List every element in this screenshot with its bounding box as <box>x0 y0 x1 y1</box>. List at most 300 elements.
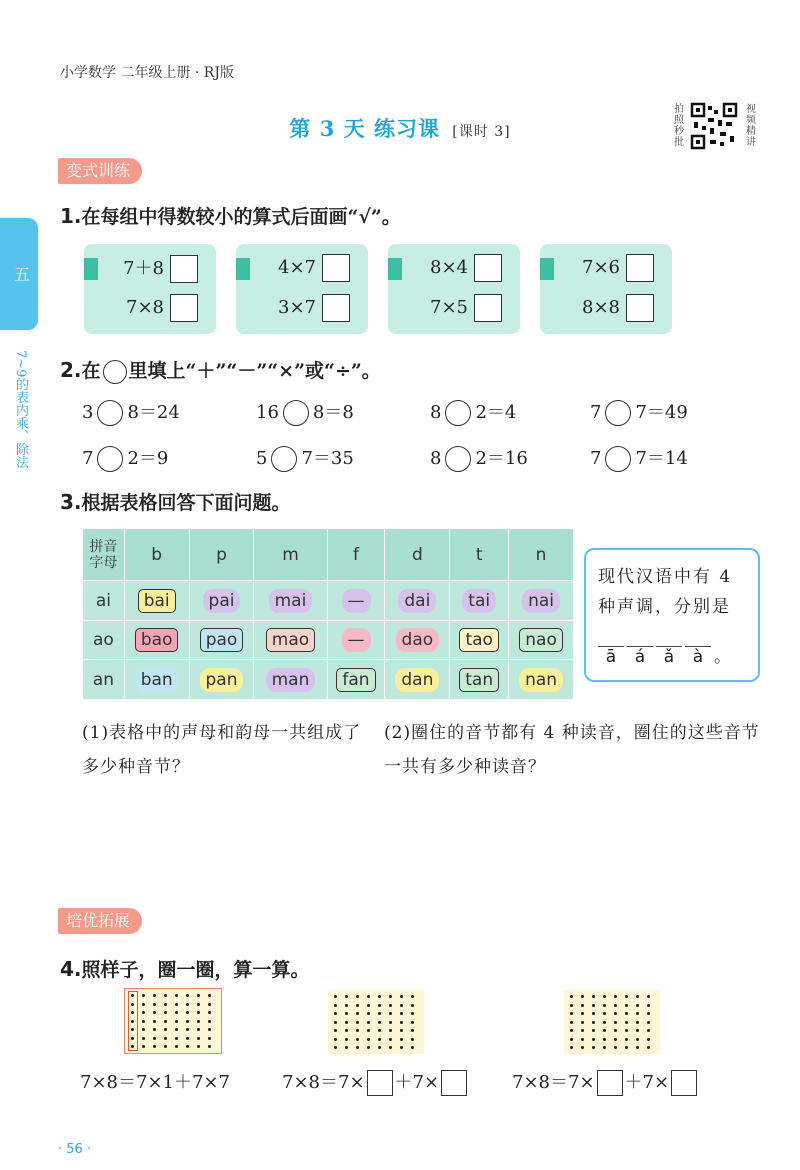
chapter-label: 7~9的表内乘、除法 <box>13 350 28 469</box>
compare-card <box>388 244 520 334</box>
dot <box>581 995 584 998</box>
dot <box>614 1021 617 1024</box>
dot <box>186 1020 189 1023</box>
operator-circle[interactable] <box>97 400 123 426</box>
dot <box>647 1038 650 1041</box>
dot <box>334 995 337 998</box>
dot <box>367 1029 370 1032</box>
operator-circle[interactable] <box>445 400 471 426</box>
dot <box>208 1028 211 1031</box>
operand: 16 <box>256 402 279 423</box>
book-title: 小学数学 二年级上册 · RJ版 <box>60 65 234 81</box>
dot <box>603 1029 606 1032</box>
dot <box>603 1038 606 1041</box>
syllable-cell <box>385 620 450 660</box>
dot <box>570 1004 573 1007</box>
dot <box>153 1028 156 1031</box>
initial-header: d <box>385 529 450 581</box>
dot <box>131 1020 134 1023</box>
syllable-cell <box>385 581 450 621</box>
dot <box>356 995 359 998</box>
dot <box>367 1046 370 1049</box>
dot <box>153 1011 156 1014</box>
dot <box>208 994 211 997</box>
section-tag-practice: 变式训练 <box>58 158 142 184</box>
dot <box>400 1029 403 1032</box>
dot <box>614 1038 617 1041</box>
operator-circle[interactable] <box>445 446 471 472</box>
operator-circle[interactable] <box>605 446 631 472</box>
operator-item <box>82 398 180 426</box>
result: 2＝9 <box>127 448 169 469</box>
dot <box>411 1038 414 1041</box>
dot <box>636 1029 639 1032</box>
dot <box>400 1046 403 1049</box>
dot <box>647 1004 650 1007</box>
qr-right-label: 视频精讲 <box>746 104 756 148</box>
dot <box>400 995 403 998</box>
dot <box>581 1004 584 1007</box>
dot <box>400 1038 403 1041</box>
dot <box>345 1029 348 1032</box>
dot <box>356 1021 359 1024</box>
answer-box[interactable] <box>322 294 350 322</box>
tone-note-box <box>584 548 760 682</box>
operand: 5 <box>256 448 268 469</box>
question-text: 照样子，圈一圈，算一算。 <box>81 959 310 981</box>
table-row <box>83 660 574 700</box>
syllable-cell <box>189 620 254 660</box>
dot <box>131 1011 134 1014</box>
dot <box>356 1046 359 1049</box>
dot <box>411 1012 414 1015</box>
syllable: dai <box>398 589 436 613</box>
dot <box>131 1003 134 1006</box>
dot <box>570 1029 573 1032</box>
dot <box>625 1004 628 1007</box>
dot <box>614 995 617 998</box>
example-equation: 7×8＝7×1＋7×7 <box>80 1072 230 1093</box>
syllable-cell <box>327 660 385 700</box>
dot <box>186 1003 189 1006</box>
dot <box>164 994 167 997</box>
operand: 8 <box>430 402 442 423</box>
syllable-cell <box>124 620 189 660</box>
dot <box>411 1004 414 1007</box>
tone-mark: ǎ <box>656 646 682 667</box>
initial-header: p <box>189 529 254 581</box>
syllable-cell <box>509 660 574 700</box>
dot <box>153 1045 156 1048</box>
result: 8＝24 <box>127 402 180 423</box>
dot <box>625 1038 628 1041</box>
dot <box>411 995 414 998</box>
question-number: 1. <box>60 204 82 228</box>
dot <box>164 1011 167 1014</box>
tone-marks <box>598 642 731 667</box>
table-row <box>83 581 574 621</box>
dot <box>131 1037 134 1040</box>
expression: 4×7 <box>278 257 316 278</box>
question-text: 在每组中得数较小的算式后面画“√”。 <box>81 206 401 228</box>
dot <box>603 1004 606 1007</box>
dot <box>367 1021 370 1024</box>
dot <box>581 1021 584 1024</box>
dot <box>647 1012 650 1015</box>
operand: 8 <box>430 448 442 469</box>
dot <box>592 1038 595 1041</box>
operator-circle[interactable] <box>605 400 631 426</box>
dot <box>592 1046 595 1049</box>
operator-circle[interactable] <box>283 400 309 426</box>
dot <box>186 994 189 997</box>
answer-box[interactable] <box>474 294 502 322</box>
dot <box>345 995 348 998</box>
circle-icon <box>103 360 127 384</box>
dot <box>142 1020 145 1023</box>
tone-note: 现代汉语中有 4 种声调，分别是 <box>598 567 733 617</box>
operand: 3 <box>82 402 94 423</box>
dot <box>208 1011 211 1014</box>
dot <box>142 1011 145 1014</box>
operator-item <box>590 398 688 426</box>
expression: 7＋8 <box>123 258 164 279</box>
dot <box>334 1012 337 1015</box>
syllable: pai <box>203 589 241 613</box>
dot <box>367 1038 370 1041</box>
heading-lesson: [课时 3] <box>452 124 511 140</box>
dot <box>625 1012 628 1015</box>
final-header: ai <box>83 581 125 621</box>
dot <box>164 1003 167 1006</box>
syllable: tai <box>462 589 496 613</box>
result: 2＝16 <box>475 448 528 469</box>
operator-item <box>430 444 528 472</box>
dot <box>186 1045 189 1048</box>
dot <box>197 994 200 997</box>
expression: 8×4 <box>430 257 468 278</box>
dot <box>334 1004 337 1007</box>
dot <box>131 994 134 997</box>
dot <box>389 1004 392 1007</box>
eq-part: 7×8＝7× <box>282 1072 365 1093</box>
expression: 8×8 <box>582 297 620 318</box>
dot <box>411 1046 414 1049</box>
dot <box>153 994 156 997</box>
syllable-cell <box>385 660 450 700</box>
qr-left-label: 拍照秒批 <box>674 104 684 148</box>
dot <box>334 1038 337 1041</box>
operator-item <box>590 444 688 472</box>
dot <box>647 1029 650 1032</box>
sub-question-2: (2)圈住的音节都有 4 种读音，圈住的这些音节一共有多少种读音？ <box>384 723 760 777</box>
syllable-cell <box>450 660 509 700</box>
dot <box>378 1021 381 1024</box>
compare-card <box>84 244 216 334</box>
qr-code-icon[interactable] <box>690 102 738 150</box>
dot <box>614 1004 617 1007</box>
expression: 7×5 <box>430 297 468 318</box>
dot <box>592 1004 595 1007</box>
dot <box>142 1003 145 1006</box>
dot <box>345 1004 348 1007</box>
dot <box>153 1020 156 1023</box>
dot <box>334 1021 337 1024</box>
dot <box>367 995 370 998</box>
syllable-cell <box>509 581 574 621</box>
circled-syllable: bao <box>135 628 179 652</box>
question-2 <box>60 356 381 384</box>
syllable-cell <box>450 620 509 660</box>
dot <box>367 1004 370 1007</box>
dot <box>570 1021 573 1024</box>
result: 7＝35 <box>301 448 354 469</box>
dot <box>603 1012 606 1015</box>
dot <box>581 1038 584 1041</box>
syllable: dan <box>395 668 439 692</box>
dot <box>603 995 606 998</box>
syllable: ban <box>135 668 179 692</box>
syllable-cell <box>509 620 574 660</box>
question-3 <box>60 488 291 515</box>
dot-array[interactable] <box>564 990 660 1054</box>
dot <box>636 1004 639 1007</box>
tone-mark: ā <box>598 646 624 667</box>
result: 7＝14 <box>635 448 688 469</box>
heading-title: 第 3 天 练习课 <box>289 116 440 141</box>
section-tag-advanced: 培优拓展 <box>58 908 142 934</box>
answer-box[interactable] <box>441 1070 467 1096</box>
table-corner: 拼音 字母 <box>83 529 125 581</box>
syllable-cell <box>124 581 189 621</box>
expression: 7×6 <box>582 257 620 278</box>
dot <box>570 1012 573 1015</box>
operand: 7 <box>590 402 602 423</box>
operator-item <box>430 398 516 426</box>
syllable-cell <box>254 581 327 621</box>
table-row <box>83 620 574 660</box>
tone-mark: à <box>685 646 711 667</box>
operator-circle[interactable] <box>97 446 123 472</box>
dot <box>175 1011 178 1014</box>
compare-card <box>236 244 368 334</box>
initial-header: n <box>509 529 574 581</box>
dot <box>378 1004 381 1007</box>
dot <box>625 1021 628 1024</box>
eq-part: ＋7× <box>624 1072 670 1093</box>
dot <box>164 1037 167 1040</box>
result: 7＝49 <box>635 402 688 423</box>
dot <box>592 1029 595 1032</box>
operator-circle[interactable] <box>271 446 297 472</box>
circled-syllable: bai <box>138 589 176 613</box>
circled-syllable: nao <box>519 628 563 652</box>
circled-syllable: pao <box>200 628 244 652</box>
dot <box>614 1029 617 1032</box>
dot <box>411 1029 414 1032</box>
dot-array[interactable] <box>328 990 424 1054</box>
answer-box[interactable] <box>170 255 198 283</box>
dot <box>197 1037 200 1040</box>
syllable-cell <box>254 660 327 700</box>
answer-box[interactable] <box>671 1070 697 1096</box>
dot <box>334 1029 337 1032</box>
dot <box>570 1046 573 1049</box>
answer-box[interactable] <box>170 294 198 322</box>
question-4 <box>60 955 310 982</box>
answer-box[interactable] <box>626 294 654 322</box>
dot <box>570 995 573 998</box>
dot <box>131 1028 134 1031</box>
dot <box>142 1045 145 1048</box>
dot <box>389 1038 392 1041</box>
dot <box>153 1003 156 1006</box>
dot <box>345 1046 348 1049</box>
circled-syllable: tao <box>459 628 498 652</box>
dot <box>647 995 650 998</box>
result: 2＝4 <box>475 402 517 423</box>
initial-header: t <box>450 529 509 581</box>
dot <box>411 1021 414 1024</box>
dot <box>581 1046 584 1049</box>
dot <box>142 1028 145 1031</box>
dot <box>164 1028 167 1031</box>
dot <box>164 1045 167 1048</box>
dot <box>625 1046 628 1049</box>
dot <box>592 1012 595 1015</box>
dot <box>142 994 145 997</box>
syllable: — <box>342 589 371 613</box>
dot <box>400 1012 403 1015</box>
dot <box>175 994 178 997</box>
result: 8＝8 <box>312 402 354 423</box>
eq-part: ＋7× <box>394 1072 440 1093</box>
dot <box>378 995 381 998</box>
dot <box>647 1021 650 1024</box>
dot <box>570 1038 573 1041</box>
dot <box>389 1012 392 1015</box>
answer-box[interactable] <box>367 1070 393 1096</box>
answer-box[interactable] <box>626 254 654 282</box>
dot <box>356 1029 359 1032</box>
dot <box>603 1046 606 1049</box>
dot <box>197 1003 200 1006</box>
dot <box>400 1021 403 1024</box>
question-number: 3. <box>60 490 82 514</box>
fill-equation <box>282 1068 469 1096</box>
syllable-cell <box>189 581 254 621</box>
dot <box>186 1011 189 1014</box>
question-1 <box>60 202 401 229</box>
dot <box>356 1004 359 1007</box>
final-header: ao <box>83 620 125 660</box>
sub-question-1: (1)表格中的声母和韵母一共组成了多少种音节？ <box>82 723 362 777</box>
table-header-row <box>83 529 574 581</box>
dot <box>334 1046 337 1049</box>
operator-item <box>256 444 354 472</box>
syllable: — <box>342 628 371 652</box>
dot <box>614 1012 617 1015</box>
syllable-cell <box>189 660 254 700</box>
answer-box[interactable] <box>474 254 502 282</box>
dot <box>389 1046 392 1049</box>
dot <box>592 995 595 998</box>
dot <box>142 1037 145 1040</box>
dot <box>581 1029 584 1032</box>
dot <box>636 995 639 998</box>
tone-mark: á <box>627 646 653 667</box>
expression: 7×8 <box>126 297 164 318</box>
circled-syllable: fan <box>336 668 375 692</box>
fill-equation <box>512 1068 699 1096</box>
dot <box>636 1021 639 1024</box>
compare-card <box>540 244 672 334</box>
syllable: pan <box>200 668 244 692</box>
syllable-cell <box>327 620 385 660</box>
question-number: 2. <box>60 358 82 382</box>
dot <box>625 995 628 998</box>
question-text: 根据表格回答下面问题。 <box>81 492 291 514</box>
dot <box>378 1012 381 1015</box>
dot <box>175 1037 178 1040</box>
syllable-cell <box>450 581 509 621</box>
dot <box>647 1046 650 1049</box>
syllable: man <box>266 668 316 692</box>
dot <box>175 1020 178 1023</box>
dot <box>356 1038 359 1041</box>
dot <box>175 1028 178 1031</box>
syllable-cell <box>254 620 327 660</box>
dot <box>345 1021 348 1024</box>
circled-syllable: mao <box>266 628 315 652</box>
dot <box>208 1045 211 1048</box>
card-marker <box>540 258 554 280</box>
dot <box>581 1012 584 1015</box>
card-marker <box>84 258 98 280</box>
dot <box>345 1012 348 1015</box>
dot-array-example[interactable] <box>124 988 222 1054</box>
unit-tab-label: 五 <box>14 265 31 284</box>
dot <box>625 1029 628 1032</box>
page-number: · 56 · <box>58 1142 92 1157</box>
dot <box>389 1029 392 1032</box>
card-marker <box>388 258 402 280</box>
dot <box>367 1012 370 1015</box>
answer-box[interactable] <box>322 254 350 282</box>
dot <box>345 1038 348 1041</box>
operand: 7 <box>590 448 602 469</box>
syllable: nan <box>519 668 563 692</box>
dot <box>378 1038 381 1041</box>
question-text-before: 在 <box>81 360 101 382</box>
answer-box[interactable] <box>597 1070 623 1096</box>
dot <box>197 1045 200 1048</box>
dot <box>378 1046 381 1049</box>
circled-syllable: tan <box>459 668 499 692</box>
dot <box>636 1038 639 1041</box>
question-text-after: 里填上“＋”“－”“×”或“÷”。 <box>128 360 381 382</box>
question-number: 4. <box>60 957 82 981</box>
dot <box>603 1021 606 1024</box>
dot <box>175 1045 178 1048</box>
dot <box>356 1012 359 1015</box>
dot <box>389 995 392 998</box>
dot <box>378 1029 381 1032</box>
initial-header: m <box>254 529 327 581</box>
dot <box>186 1028 189 1031</box>
operator-item <box>256 398 354 426</box>
dot <box>208 1003 211 1006</box>
